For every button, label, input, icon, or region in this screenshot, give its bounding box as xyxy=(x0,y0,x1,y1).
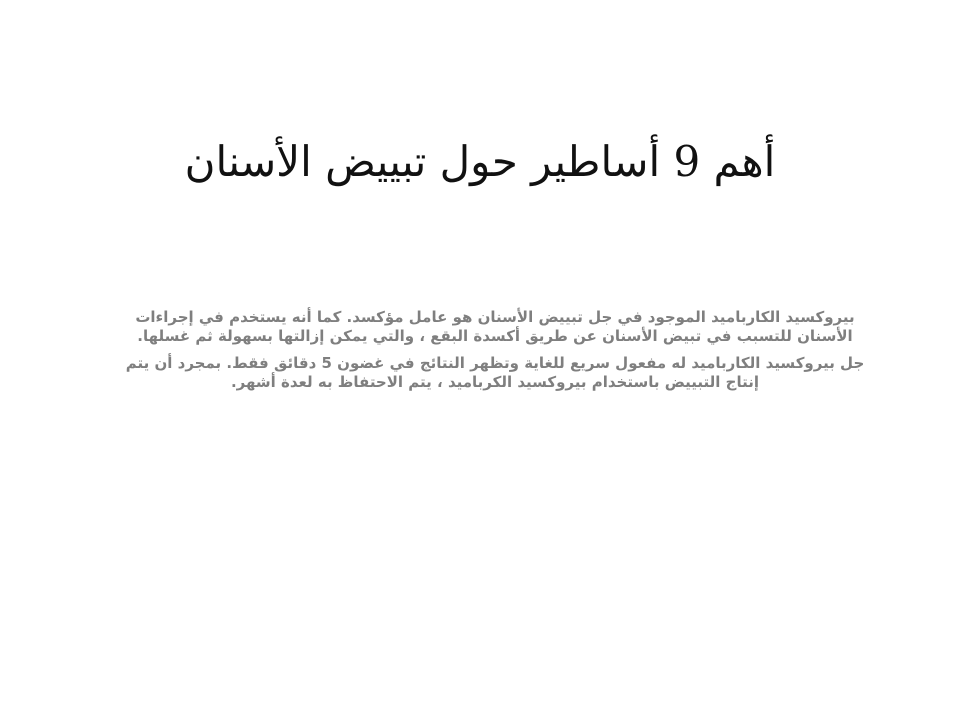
slide-title: أهم 9 أساطير حول تبييض الأسنان xyxy=(184,137,776,186)
slide-body xyxy=(120,308,870,400)
body-paragraph: جل بيروكسيد الكارباميد له مفعول سريع للغاية وتظهر النتائج في غضون 5 دقائق فقط. بمجرد أن يتم إنتاج التبييض باستخدام بيروكسيد الكرباميد ، يتم الاحتفاظ به لعدة أشهر. xyxy=(125,354,865,391)
body-paragraph: بيروكسيد الكارباميد الموجود في جل تبييض الأسنان هو عامل مؤكسد. كما أنه يستخدم في إجراءات الأسنان للتسبب في تبيض الأسنان عن طريق أكسدة البقع ، والتي يمكن إزالتها بسهولة ثم غسلها. xyxy=(135,308,855,345)
